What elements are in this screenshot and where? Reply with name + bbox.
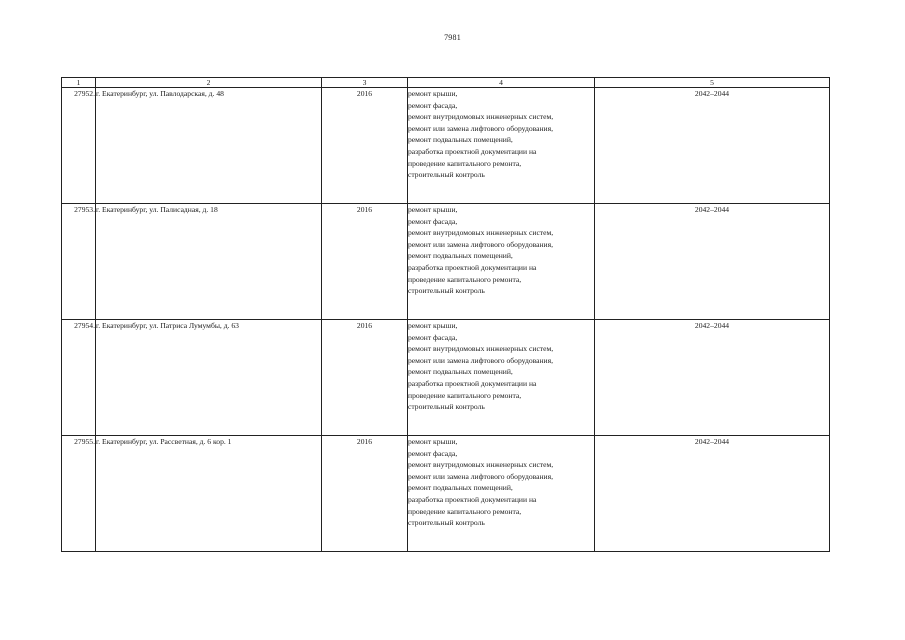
works-cell [408, 436, 595, 552]
work-item: ремонт крыши, [408, 437, 458, 446]
work-item: ремонт крыши, [408, 89, 458, 98]
work-item: ремонт подвальных помещений, [408, 483, 513, 493]
work-item: ремонт или замена лифтового оборудования, [408, 471, 553, 481]
works-cell [408, 204, 595, 320]
column-header-5: 5 [595, 78, 830, 88]
table-row [62, 204, 830, 320]
work-item: проведение капитального ремонта, [408, 506, 522, 516]
repair-schedule-table [61, 77, 830, 552]
work-item: ремонт внутридомовых инженерных систем, [408, 228, 554, 238]
work-item: строительный контроль [408, 286, 485, 296]
works-cell [408, 88, 595, 204]
work-item: строительный контроль [408, 518, 485, 528]
work-item: разработка проектной документации на [408, 146, 537, 156]
column-header-2: 2 [96, 78, 322, 88]
table-header-row [62, 78, 830, 88]
page-number: 7981 [444, 33, 461, 42]
work-item: ремонт внутридомовых инженерных систем, [408, 344, 554, 354]
work-item: ремонт фасада, [408, 100, 458, 110]
column-header-3: 3 [322, 78, 408, 88]
work-item: проведение капитального ремонта, [408, 158, 522, 168]
work-item: разработка проектной документации на [408, 494, 537, 504]
works-cell [408, 320, 595, 436]
address-cell: г. Екатеринбург, ул. Рассветная, д. 6 кор. 1 [96, 436, 322, 552]
period-cell: 2042–2044 [595, 436, 830, 552]
row-number: 27952. [62, 88, 96, 204]
year-cell: 2016 [322, 320, 408, 436]
period-cell: 2042–2044 [595, 204, 830, 320]
column-header-1: 1 [62, 78, 96, 88]
row-number: 27954. [62, 320, 96, 436]
work-item: строительный контроль [408, 402, 485, 412]
period-cell: 2042–2044 [595, 320, 830, 436]
year-cell: 2016 [322, 204, 408, 320]
work-item: ремонт фасада, [408, 448, 458, 458]
work-item: разработка проектной документации на [408, 378, 537, 388]
work-item: ремонт подвальных помещений, [408, 251, 513, 261]
row-number: 27953. [62, 204, 96, 320]
column-header-4: 4 [408, 78, 595, 88]
work-item: ремонт крыши, [408, 205, 458, 214]
work-item: разработка проектной документации на [408, 262, 537, 272]
table-row [62, 436, 830, 552]
work-item: ремонт фасада, [408, 332, 458, 342]
work-item: ремонт или замена лифтового оборудования, [408, 355, 553, 365]
work-item: ремонт или замена лифтового оборудования, [408, 123, 553, 133]
address-cell: г. Екатеринбург, ул. Палисадная, д. 18 [96, 204, 322, 320]
work-item: ремонт внутридомовых инженерных систем, [408, 112, 554, 122]
work-item: строительный контроль [408, 170, 485, 180]
work-item: ремонт или замена лифтового оборудования, [408, 239, 553, 249]
table-row [62, 88, 830, 204]
work-item: проведение капитального ремонта, [408, 390, 522, 400]
period-cell: 2042–2044 [595, 88, 830, 204]
work-item: проведение капитального ремонта, [408, 274, 522, 284]
address-cell: г. Екатеринбург, ул. Патриса Лумумбы, д. 63 [96, 320, 322, 436]
work-item: ремонт фасада, [408, 216, 458, 226]
year-cell: 2016 [322, 436, 408, 552]
work-item: ремонт крыши, [408, 321, 458, 330]
work-item: ремонт внутридомовых инженерных систем, [408, 460, 554, 470]
row-number: 27955. [62, 436, 96, 552]
work-item: ремонт подвальных помещений, [408, 135, 513, 145]
table-row [62, 320, 830, 436]
year-cell: 2016 [322, 88, 408, 204]
address-cell: г. Екатеринбург, ул. Павлодарская, д. 48 [96, 88, 322, 204]
work-item: ремонт подвальных помещений, [408, 367, 513, 377]
